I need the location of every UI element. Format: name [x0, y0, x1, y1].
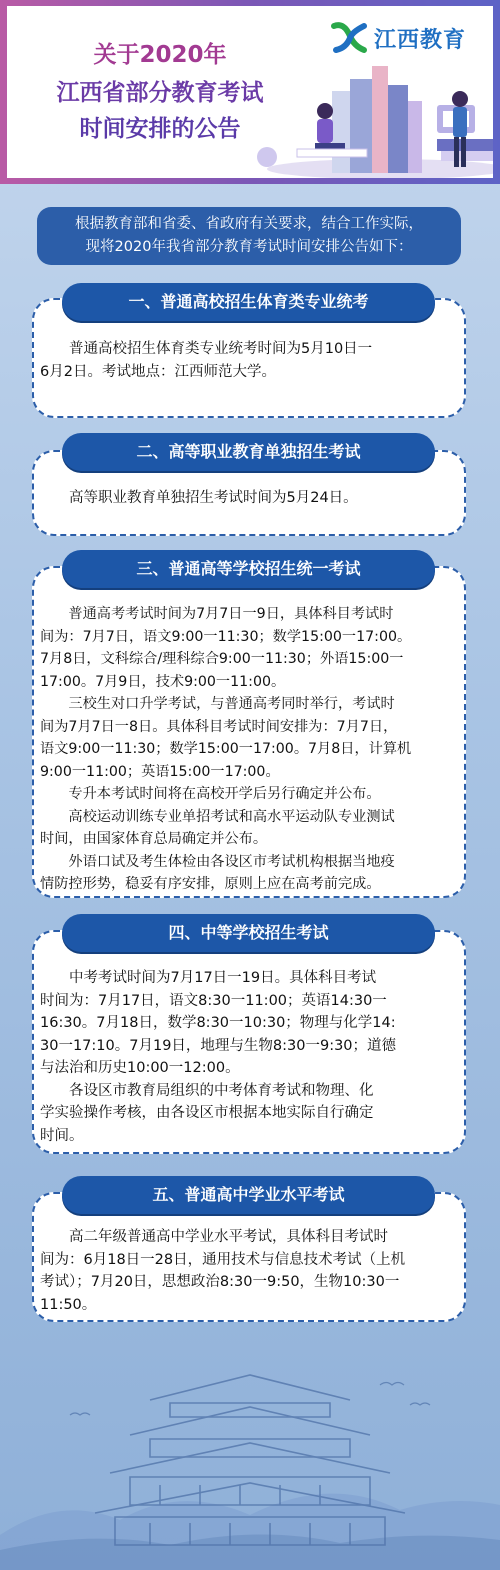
intro-notice	[37, 207, 461, 265]
section-body-3: 普通高考考试时间为7月7日一9日，具体科目考试时 间为：7月7日，语文9:00一11:30；数学15:00一17:00。 7月8日，文科综合/理科综合9:00一11:30；外语15:00一 17:00。7月9日，技术9:00一11:00。 三校生对口升学考试，与普通高考同时举行，考试时 间为7月7日一8日。具体科目考试时间安排为：7月7日， 语文9:00一11:30；数学15:00一17:00。7月8日，计算机 9:00一11:00；英语15:00一17:00。 专升本考试时间将在高校开学后另行确定并公布。 高校运动训练专业单招考试和高水平运动队专业测试 时间，由国家体育总局确定并公布。 外语口试及考生体检由各设区市考试机构根据当地疫 情防控形势，稳妥有序安排，原则上应在高考前完成。	[40, 606, 412, 892]
section-heading-4: 四、中等学校招生考试	[62, 914, 435, 952]
section-body-1: 普通高校招生体育类专业统考时间为5月10日一 6月2日。考试地点：江西师范大学。	[40, 341, 373, 380]
students-books-illustration	[237, 61, 493, 178]
section-body-5: 高二年级普通高中学业水平考试，具体科目考试时 间为：6月18日一28日，通用技术与信息技术考试（上机 考试）；7月20日，思想政治8:30一9:50，生物10:30一 11:50。	[40, 1229, 406, 1313]
section-heading-1: 一、普通高校招生体育类专业统考	[62, 283, 435, 321]
jiangxi-education-logo	[330, 18, 466, 58]
section-body-4: 中考考试时间为7月17日一19日。具体科目考试 时间为：7月17日，语文8:30一11:00；英语14:30一 16:30。7月18日，数学8:30一10:30；物理与化学14: 30一17:10。7月19日，地理与生物8:30一9:30；道德 与法治和历史10:00一12:00。 各设区市教育局组织的中考体育考试和物理、化 学实验操作考核，由各设区市根据本地实际自行确定 时间。	[40, 970, 397, 1144]
section-heading-5: 五、普通高中学业水平考试	[62, 1176, 435, 1214]
section-body-2: 高等职业教育单独招生考试时间为5月24日。	[40, 490, 358, 506]
section-heading-3: 三、普通高等学校招生统一考试	[62, 550, 435, 588]
logo-text: 江西教育	[374, 27, 467, 53]
page-title-line-3: 时间安排的公告	[79, 116, 241, 142]
section-heading-2: 二、高等职业教育单独招生考试	[62, 433, 435, 471]
pavilion-scenery-illustration	[0, 1345, 500, 1570]
page-title-line-2: 江西省部分教育考试	[56, 80, 264, 106]
intro-text: 根据教育部和省委、省政府有关要求，结合工作实际， 现将2020年我省部分教育考试时间安排公告如下：	[75, 216, 423, 255]
logo-mark-icon	[330, 20, 370, 56]
header-panel	[7, 6, 493, 178]
header-banner	[0, 0, 500, 184]
page-title-line-1: 关于2020年	[93, 42, 227, 68]
